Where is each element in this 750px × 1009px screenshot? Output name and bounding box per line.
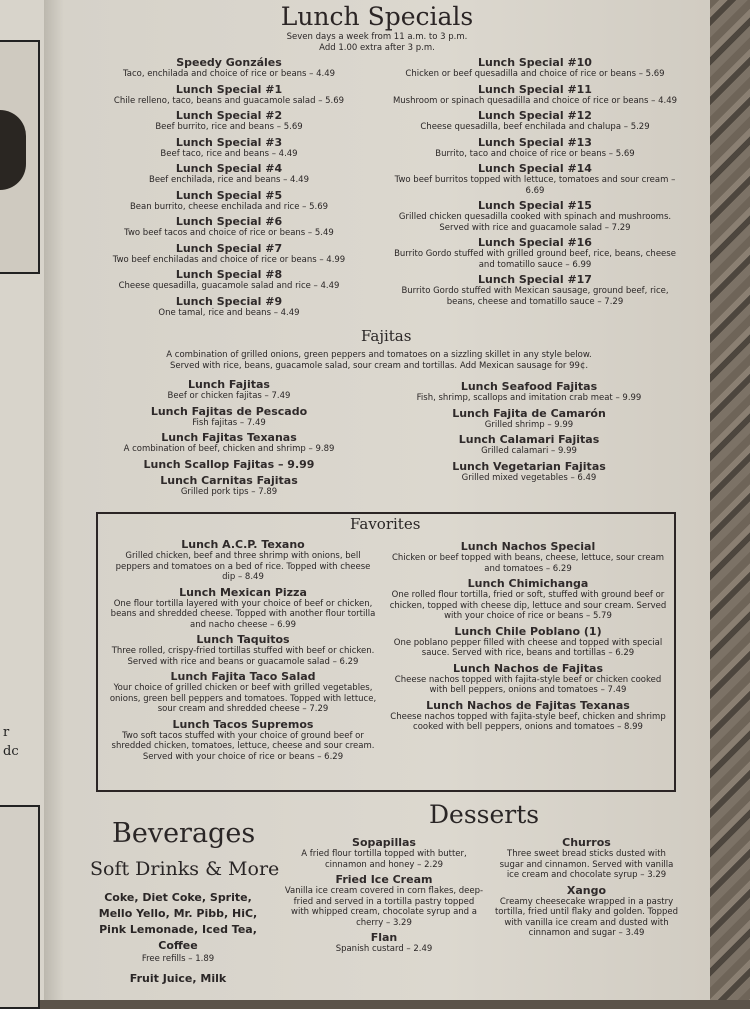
juice-milk: Fruit Juice, Milk — [129, 972, 227, 985]
menu-item-description: A fried flour tortilla topped with butter, cinnamon and honey – 2.29 — [301, 849, 467, 870]
menu-item-description: Cheese quesadilla, beef enchilada and chalupa – 5.29 — [420, 122, 650, 132]
menu-item — [390, 83, 680, 107]
menu-item-description: Creamy cheesecake wrapped in a pastry tortilla, fried until flaky and golden. Topped with vanilla ice cream and dusted with cinnamon and sugar – 3.49 — [494, 896, 679, 938]
menu-item-name: Lunch Fajita Taco Salad — [170, 670, 316, 683]
menu-item — [390, 109, 680, 133]
menu-item-description: Bean burrito, cheese enchilada and rice – 5.69 — [129, 201, 329, 212]
menu-item — [108, 633, 378, 667]
menu-item — [94, 458, 364, 471]
menu-item — [384, 407, 674, 431]
menu-item-name: Lunch Fajita de Camarón — [452, 406, 606, 420]
menu-item-name: Lunch Special #8 — [175, 268, 283, 281]
menu-item-name: Xango — [566, 883, 607, 897]
menu-item-name: Lunch Scallop Fajitas – 9.99 — [143, 457, 315, 471]
menu-item-description: Mushroom or spinach quesadilla and choice of rice or beans – 4.49 — [392, 95, 678, 106]
menu-item-description: Grilled mixed vegetables – 6.49 — [461, 472, 597, 483]
menu-item-description: Taco, enchilada and choice of rice or beans – 4.49 — [122, 69, 336, 79]
menu-item-description: One rolled flour tortilla, fried or soft, stuffed with ground beef or chicken, topped with cheese dip, lettuce and sour cream. Served with your choice of rice or beans – 5.79 — [389, 590, 667, 621]
menu-item — [84, 109, 374, 133]
menu-item — [388, 577, 668, 622]
menu-item-name: Lunch Special #10 — [478, 56, 592, 69]
menu-item-description: Grilled chicken, beef and three shrimp with onions, bell peppers and tomatoes on a bed of rice. Topped with cheese dip – 8.49 — [115, 551, 371, 582]
menu-item — [284, 873, 484, 928]
menu-item — [84, 189, 374, 213]
menu-item-name: Lunch Nachos de Fajitas — [453, 661, 603, 675]
desserts-col2 — [494, 836, 679, 942]
menu-item — [390, 162, 680, 196]
favorites-right — [388, 540, 668, 736]
menu-item — [84, 56, 374, 80]
menu-page — [44, 0, 710, 1000]
menu-item-description: Three sweet bread sticks dusted with sugar and cinnamon. Served with vanilla ice cream and chocolate syrup – 3.29 — [499, 849, 674, 880]
menu-item-description: Cheese nachos topped with fajita-style beef, chicken and shrimp cooked with bell peppers, onions and tomatoes – 8.99 — [390, 711, 666, 732]
hours-note: Seven days a week from 11 a.m. to 3 p.m. — [286, 32, 468, 42]
menu-item-description: Two beef tacos and choice of rice or beans – 5.49 — [124, 228, 334, 238]
menu-item-description: Burrito, taco and choice of rice or beans – 5.69 — [435, 148, 635, 159]
menu-item-description: Three rolled, crispy-fried tortillas stuffed with beef or chicken. Served with rice and beans or guacamole salad – 6.29 — [111, 646, 375, 667]
menu-item — [94, 431, 364, 455]
menu-item — [388, 540, 668, 574]
menu-item-description: One flour tortilla layered with your choice of beef or chicken, beans and shredded cheese. Topped with another flour tortilla and nacho cheese – 6.99 — [110, 598, 376, 630]
menu-item-description: Chile relleno, taco, beans and guacamole salad – 5.69 — [113, 95, 345, 106]
beverages-subtitle: Soft Drinks & More — [90, 858, 280, 880]
menu-item-description: Cheese nachos topped with fajita-style beef or chicken cooked with bell peppers, onions and tomatoes – 7.49 — [394, 674, 662, 695]
menu-item — [108, 586, 378, 631]
menu-item-name: Lunch Special #4 — [175, 162, 283, 175]
menu-item-name: Lunch Fajitas de Pescado — [150, 404, 308, 418]
desserts-col1 — [284, 836, 484, 958]
menu-item-name: Lunch Special #2 — [175, 109, 283, 122]
menu-item — [384, 433, 674, 457]
adjacent-page-box — [0, 805, 40, 1009]
page-title: Lunch Specials — [280, 2, 474, 31]
menu-item-description: Beef or chicken fajitas – 7.49 — [167, 391, 291, 401]
menu-item — [390, 136, 680, 160]
menu-item-description: Spanish custard – 2.49 — [335, 944, 433, 954]
menu-item — [284, 931, 484, 955]
fajitas-right — [384, 380, 674, 486]
menu-item-description: One poblano pepper filled with cheese and topped with special sauce. Served with rice, beans and tortillas – 6.29 — [393, 637, 663, 658]
menu-item-name: Lunch Special #16 — [478, 236, 592, 249]
menu-item-name: Lunch Special #17 — [478, 273, 592, 286]
menu-item-name: Churros — [562, 836, 611, 849]
favorites-left — [108, 538, 378, 765]
menu-item-description: Grilled chicken quesadilla cooked with spinach and mushrooms. Served with rice and guacamole salad – 7.29 — [398, 212, 672, 233]
extra-charge-note: Add 1.00 extra after 3 p.m. — [319, 43, 435, 53]
adjacent-text-fragment: dc — [3, 744, 19, 759]
menu-item-description: Chicken or beef quesadilla and choice of rice or beans – 5.69 — [405, 69, 665, 79]
menu-item-description: Burrito Gordo stuffed with Mexican sausage, ground beef, rice, beans, cheese and tomatillo sauce – 7.29 — [401, 286, 669, 307]
menu-item-name: Lunch Special #9 — [175, 294, 283, 308]
menu-item-name: Lunch Vegetarian Fajitas — [452, 459, 606, 473]
menu-item-description: Burrito Gordo stuffed with grilled ground beef, rice, beans, cheese and tomatillo sauce – 6.99 — [394, 249, 676, 270]
menu-item-name: Lunch Special #15 — [478, 199, 592, 212]
menu-item — [284, 836, 484, 870]
menu-item — [84, 295, 374, 319]
menu-item — [84, 242, 374, 266]
menu-item — [84, 136, 374, 160]
menu-item-name: Lunch A.C.P. Texano — [181, 538, 305, 551]
lunch-specials-left — [84, 56, 374, 321]
menu-item-name: Lunch Special #13 — [478, 135, 592, 149]
menu-item-description: Grilled calamari – 9.99 — [481, 446, 577, 456]
menu-item-description: Two beef burritos topped with lettuce, tomatoes and sour cream – 6.69 — [394, 175, 676, 196]
favorites-title: Favorites — [350, 515, 421, 533]
fajitas-title: Fajitas — [361, 327, 412, 345]
menu-item-name: Lunch Special #12 — [478, 109, 592, 122]
menu-item — [388, 662, 668, 696]
menu-item — [94, 405, 364, 429]
refills-note: Free refills – 1.89 — [141, 954, 215, 964]
menu-item — [108, 718, 378, 763]
menu-item-description: Chicken or beef topped with beans, cheese, lettuce, sour cream and tomatoes – 6.29 — [391, 553, 665, 574]
beverages-title: Beverages — [112, 818, 256, 849]
menu-item — [108, 538, 378, 583]
menu-item-name: Lunch Calamari Fajitas — [458, 433, 600, 446]
menu-item-description: Cheese quesadilla, guacamole salad and rice – 4.49 — [118, 281, 340, 291]
menu-item — [84, 83, 374, 107]
menu-item — [84, 162, 374, 186]
menu-item-description: Grilled pork tips – 7.89 — [180, 486, 278, 497]
menu-item-description: Fish, shrimp, scallops and imitation crab meat – 9.99 — [416, 393, 642, 403]
menu-item-description: Beef burrito, rice and beans – 5.69 — [155, 122, 303, 132]
menu-item-description: A combination of beef, chicken and shrimp – 9.89 — [123, 444, 335, 454]
menu-item — [390, 56, 680, 80]
menu-item-name: Lunch Fajitas — [188, 378, 270, 391]
menu-item-name: Fried Ice Cream — [335, 873, 433, 886]
menu-item-name: Sopapillas — [352, 836, 416, 849]
menu-item-description: Grilled shrimp – 9.99 — [484, 419, 574, 430]
menu-item-name: Lunch Special #7 — [175, 241, 283, 255]
menu-item — [388, 699, 668, 733]
menu-item — [494, 836, 679, 881]
menu-item-name: Lunch Nachos Special — [460, 540, 596, 553]
menu-item-description: One tamal, rice and beans – 4.49 — [158, 307, 300, 318]
fajitas-intro: A combination of grilled onions, green peppers and tomatoes on a sizzling skillet in any style below. Served with rice, beans, guacamole salad, sour cream and tortillas. Add Mexican sausage for 99¢. — [166, 350, 592, 371]
menu-item-description: Beef enchilada, rice and beans – 4.49 — [149, 175, 309, 185]
menu-item — [390, 199, 680, 233]
menu-item-description: Your choice of grilled chicken or beef with grilled vegetables, onions, green bell peppers and tomatoes. Topped with lettuce, sour cream and shredded cheese – 7.29 — [109, 683, 377, 714]
menu-item — [84, 215, 374, 239]
menu-item-name: Lunch Special #6 — [175, 215, 283, 228]
menu-item — [390, 273, 680, 307]
menu-item-name: Lunch Chimichanga — [467, 577, 589, 590]
soft-drinks-list — [88, 890, 268, 987]
menu-item-name: Lunch Chile Poblano (1) — [454, 624, 602, 638]
menu-item-name: Speedy Gonzáles — [176, 56, 282, 69]
menu-item-name: Lunch Nachos de Fajitas Texanas — [426, 698, 630, 712]
menu-item — [388, 625, 668, 659]
menu-item-description: Two soft tacos stuffed with your choice of ground beef or shredded chicken, tomatoes, lettuce, cheese and sour cream. Served with your choice of rice or beans – 6.29 — [111, 730, 375, 762]
favorites-box — [96, 512, 676, 792]
menu-item-description: Vanilla ice cream covered in corn flakes, deep-fried and served in a tortilla pastry topped with whipped cream, chocolate syrup and a cherry – 3.29 — [284, 886, 484, 928]
menu-item-description: Two beef enchiladas and choice of rice or beans – 4.99 — [112, 254, 346, 265]
lunch-specials-right — [390, 56, 680, 310]
menu-item-name: Lunch Seafood Fajitas — [460, 380, 598, 393]
desserts-title: Desserts — [429, 800, 540, 829]
menu-item — [384, 380, 674, 404]
menu-item-name: Lunch Special #14 — [478, 162, 592, 175]
fajitas-left — [94, 378, 364, 500]
menu-item — [390, 236, 680, 270]
adjacent-text-fragment: r — [3, 725, 10, 740]
menu-item-name: Lunch Special #11 — [478, 82, 592, 96]
granite-countertop — [708, 0, 750, 1000]
menu-item-name: Lunch Special #1 — [175, 82, 283, 96]
menu-item — [94, 474, 364, 498]
menu-item-name: Lunch Fajitas Texanas — [161, 431, 297, 444]
menu-item-name: Lunch Taquitos — [196, 633, 290, 646]
menu-item-description: Beef taco, rice and beans – 4.49 — [160, 148, 298, 159]
menu-item-name: Lunch Tacos Supremos — [172, 717, 314, 731]
menu-item-name: Flan — [370, 931, 398, 944]
menu-item-name: Lunch Special #3 — [175, 135, 283, 149]
adjacent-page — [0, 0, 44, 1000]
menu-item-name: Lunch Carnitas Fajitas — [160, 473, 298, 487]
menu-item — [94, 378, 364, 402]
soft-drinks: Coke, Diet Coke, Sprite, Mello Yello, Mr. Pibb, HiC, Pink Lemonade, Iced Tea, Coffee — [98, 891, 258, 952]
menu-item — [494, 884, 679, 939]
menu-item — [84, 268, 374, 292]
menu-item-name: Lunch Special #5 — [175, 188, 283, 202]
menu-item — [384, 460, 674, 484]
menu-item-description: Fish fajitas – 7.49 — [192, 417, 266, 428]
menu-item — [108, 670, 378, 715]
menu-item-name: Lunch Mexican Pizza — [179, 585, 307, 599]
